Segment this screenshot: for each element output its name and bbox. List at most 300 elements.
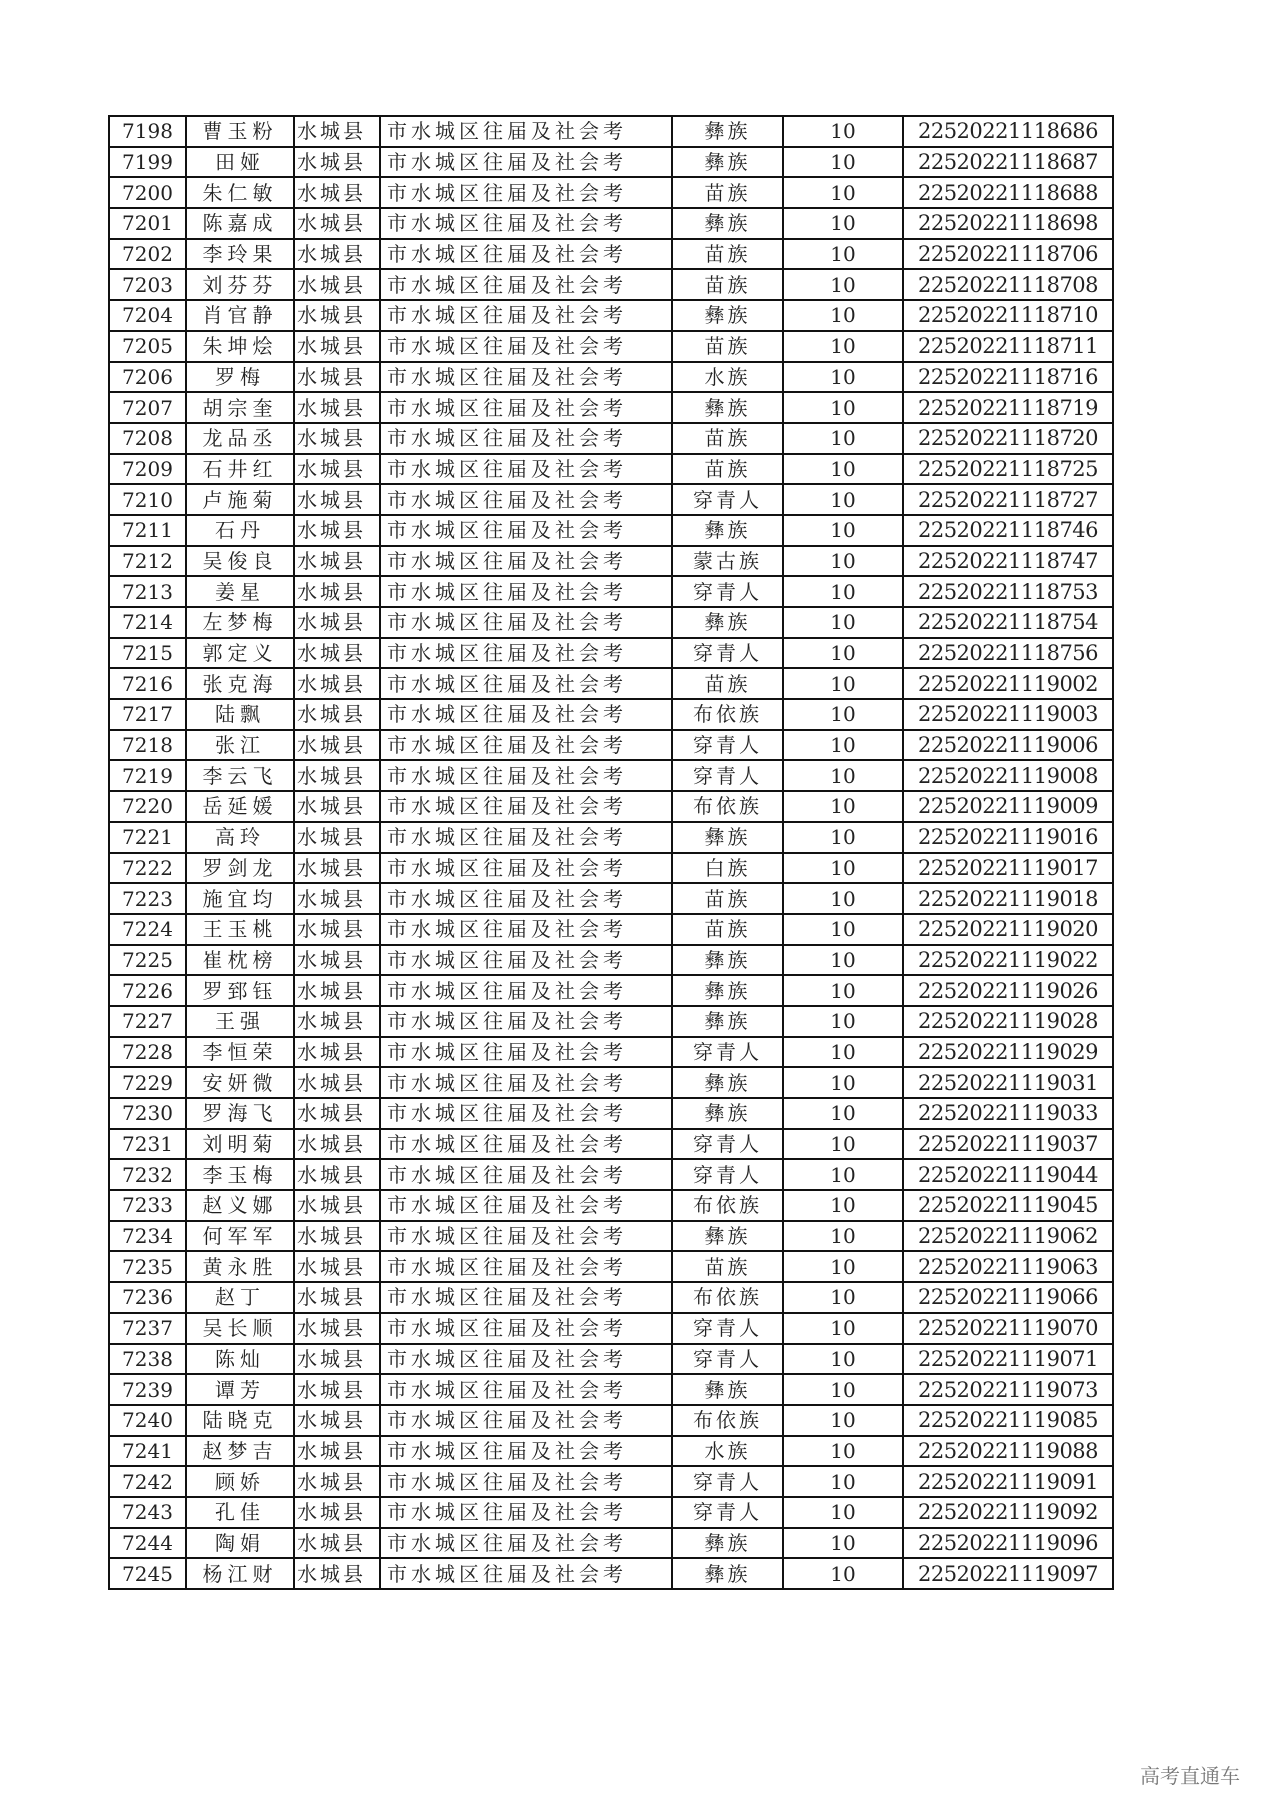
bonus-points-cell: 10 — [783, 1466, 903, 1497]
ethnicity-cell: 苗族 — [672, 883, 783, 914]
exam-id-cell: 22520221119044 — [903, 1159, 1113, 1190]
candidate-name-cell: 杨江财 — [186, 1558, 294, 1589]
exam-id-cell: 22520221118687 — [903, 147, 1113, 178]
exam-category-cell: 市水城区往届及社会考 — [380, 1497, 672, 1528]
ethnicity-cell: 彝族 — [672, 300, 783, 331]
bonus-points-cell: 10 — [783, 1067, 903, 1098]
county-cell: 水城县 — [294, 1528, 380, 1559]
bonus-points-cell: 10 — [783, 914, 903, 945]
ethnicity-cell: 穿青人 — [672, 1344, 783, 1375]
candidate-name-cell: 吴俊良 — [186, 546, 294, 577]
county-cell: 水城县 — [294, 454, 380, 485]
exam-category-cell: 市水城区往届及社会考 — [380, 177, 672, 208]
table-row — [109, 484, 1113, 515]
bonus-points-cell: 10 — [783, 1159, 903, 1190]
row-number-cell: 7230 — [109, 1098, 186, 1129]
bonus-points-cell: 10 — [783, 945, 903, 976]
table-row — [109, 853, 1113, 884]
row-number-cell: 7208 — [109, 423, 186, 454]
row-number-cell: 7215 — [109, 638, 186, 669]
row-number-cell: 7241 — [109, 1436, 186, 1467]
exam-category-cell: 市水城区往届及社会考 — [380, 1436, 672, 1467]
exam-id-cell: 22520221119003 — [903, 699, 1113, 730]
exam-id-cell: 22520221118727 — [903, 484, 1113, 515]
ethnicity-cell: 彝族 — [672, 208, 783, 239]
county-cell: 水城县 — [294, 1405, 380, 1436]
exam-category-cell: 市水城区往届及社会考 — [380, 116, 672, 147]
table-row — [109, 1313, 1113, 1344]
candidate-name-cell: 龙品丞 — [186, 423, 294, 454]
row-number-cell: 7243 — [109, 1497, 186, 1528]
exam-category-cell: 市水城区往届及社会考 — [380, 1067, 672, 1098]
bonus-points-cell: 10 — [783, 1497, 903, 1528]
county-cell: 水城县 — [294, 945, 380, 976]
exam-category-cell: 市水城区往届及社会考 — [380, 484, 672, 515]
candidate-name-cell: 赵梦吉 — [186, 1436, 294, 1467]
exam-category-cell: 市水城区往届及社会考 — [380, 208, 672, 239]
candidate-name-cell: 张克海 — [186, 668, 294, 699]
candidate-name-cell: 刘芬芬 — [186, 269, 294, 300]
candidate-name-cell: 顾娇 — [186, 1466, 294, 1497]
bonus-points-cell: 10 — [783, 300, 903, 331]
exam-id-cell: 22520221118747 — [903, 546, 1113, 577]
exam-id-cell: 22520221119002 — [903, 668, 1113, 699]
table-row — [109, 1528, 1113, 1559]
bonus-points-cell: 10 — [783, 1251, 903, 1282]
exam-id-cell: 22520221119031 — [903, 1067, 1113, 1098]
exam-id-cell: 22520221119096 — [903, 1528, 1113, 1559]
row-number-cell: 7227 — [109, 1006, 186, 1037]
bonus-points-cell: 10 — [783, 1221, 903, 1252]
candidate-name-cell: 朱坤烩 — [186, 331, 294, 362]
candidate-name-cell: 罗郅钰 — [186, 975, 294, 1006]
table-row — [109, 1251, 1113, 1282]
county-cell: 水城县 — [294, 1190, 380, 1221]
county-cell: 水城县 — [294, 638, 380, 669]
row-number-cell: 7221 — [109, 822, 186, 853]
row-number-cell: 7200 — [109, 177, 186, 208]
candidate-name-cell: 赵义娜 — [186, 1190, 294, 1221]
row-number-cell: 7220 — [109, 791, 186, 822]
table-row — [109, 607, 1113, 638]
bonus-points-cell: 10 — [783, 1528, 903, 1559]
exam-id-cell: 22520221118746 — [903, 515, 1113, 546]
exam-category-cell: 市水城区往届及社会考 — [380, 883, 672, 914]
exam-id-cell: 22520221119091 — [903, 1466, 1113, 1497]
ethnicity-cell: 彝族 — [672, 945, 783, 976]
exam-category-cell: 市水城区往届及社会考 — [380, 668, 672, 699]
exam-category-cell: 市水城区往届及社会考 — [380, 239, 672, 270]
row-number-cell: 7210 — [109, 484, 186, 515]
row-number-cell: 7235 — [109, 1251, 186, 1282]
candidate-name-cell: 张江 — [186, 730, 294, 761]
ethnicity-cell: 彝族 — [672, 515, 783, 546]
county-cell: 水城县 — [294, 177, 380, 208]
exam-category-cell: 市水城区往届及社会考 — [380, 576, 672, 607]
exam-category-cell: 市水城区往届及社会考 — [380, 423, 672, 454]
county-cell: 水城县 — [294, 546, 380, 577]
ethnicity-cell: 穿青人 — [672, 638, 783, 669]
row-number-cell: 7209 — [109, 454, 186, 485]
ethnicity-cell: 彝族 — [672, 1067, 783, 1098]
bonus-points-cell: 10 — [783, 730, 903, 761]
exam-id-cell: 22520221118719 — [903, 392, 1113, 423]
county-cell: 水城县 — [294, 1067, 380, 1098]
exam-category-cell: 市水城区往届及社会考 — [380, 914, 672, 945]
candidate-name-cell: 左梦梅 — [186, 607, 294, 638]
candidate-table — [108, 115, 1114, 1590]
candidate-name-cell: 高玲 — [186, 822, 294, 853]
exam-category-cell: 市水城区往届及社会考 — [380, 454, 672, 485]
exam-id-cell: 22520221119008 — [903, 760, 1113, 791]
county-cell: 水城县 — [294, 1098, 380, 1129]
table-row — [109, 638, 1113, 669]
candidate-name-cell: 郭定义 — [186, 638, 294, 669]
county-cell: 水城县 — [294, 1282, 380, 1313]
row-number-cell: 7234 — [109, 1221, 186, 1252]
table-row — [109, 822, 1113, 853]
row-number-cell: 7226 — [109, 975, 186, 1006]
bonus-points-cell: 10 — [783, 1098, 903, 1129]
row-number-cell: 7231 — [109, 1129, 186, 1160]
candidate-name-cell: 李玲果 — [186, 239, 294, 270]
exam-category-cell: 市水城区往届及社会考 — [380, 1558, 672, 1589]
exam-id-cell: 22520221119085 — [903, 1405, 1113, 1436]
row-number-cell: 7237 — [109, 1313, 186, 1344]
candidate-name-cell: 朱仁敏 — [186, 177, 294, 208]
table-row — [109, 1466, 1113, 1497]
exam-category-cell: 市水城区往届及社会考 — [380, 300, 672, 331]
county-cell: 水城县 — [294, 1251, 380, 1282]
county-cell: 水城县 — [294, 331, 380, 362]
table-row — [109, 116, 1113, 147]
county-cell: 水城县 — [294, 269, 380, 300]
bonus-points-cell: 10 — [783, 1558, 903, 1589]
row-number-cell: 7218 — [109, 730, 186, 761]
ethnicity-cell: 水族 — [672, 1436, 783, 1467]
bonus-points-cell: 10 — [783, 576, 903, 607]
county-cell: 水城县 — [294, 730, 380, 761]
bonus-points-cell: 10 — [783, 1037, 903, 1068]
exam-category-cell: 市水城区往届及社会考 — [380, 1037, 672, 1068]
table-row — [109, 1282, 1113, 1313]
bonus-points-cell: 10 — [783, 1006, 903, 1037]
row-number-cell: 7245 — [109, 1558, 186, 1589]
county-cell: 水城县 — [294, 822, 380, 853]
exam-category-cell: 市水城区往届及社会考 — [380, 1159, 672, 1190]
watermark-text: 高考直通车 — [1140, 1764, 1240, 1788]
exam-id-cell: 22520221118710 — [903, 300, 1113, 331]
exam-category-cell: 市水城区往届及社会考 — [380, 607, 672, 638]
exam-category-cell: 市水城区往届及社会考 — [380, 1251, 672, 1282]
candidate-name-cell: 赵丁 — [186, 1282, 294, 1313]
table-row — [109, 546, 1113, 577]
county-cell: 水城县 — [294, 239, 380, 270]
ethnicity-cell: 苗族 — [672, 668, 783, 699]
bonus-points-cell: 10 — [783, 1190, 903, 1221]
table-row — [109, 1190, 1113, 1221]
table-row — [109, 945, 1113, 976]
row-number-cell: 7199 — [109, 147, 186, 178]
bonus-points-cell: 10 — [783, 1436, 903, 1467]
exam-id-cell: 22520221119097 — [903, 1558, 1113, 1589]
ethnicity-cell: 穿青人 — [672, 1129, 783, 1160]
exam-category-cell: 市水城区往届及社会考 — [380, 269, 672, 300]
row-number-cell: 7219 — [109, 760, 186, 791]
county-cell: 水城县 — [294, 515, 380, 546]
county-cell: 水城县 — [294, 760, 380, 791]
table-row — [109, 423, 1113, 454]
row-number-cell: 7203 — [109, 269, 186, 300]
exam-id-cell: 22520221119062 — [903, 1221, 1113, 1252]
ethnicity-cell: 苗族 — [672, 454, 783, 485]
ethnicity-cell: 苗族 — [672, 914, 783, 945]
exam-id-cell: 22520221118688 — [903, 177, 1113, 208]
ethnicity-cell: 彝族 — [672, 147, 783, 178]
bonus-points-cell: 10 — [783, 1129, 903, 1160]
exam-id-cell: 22520221118686 — [903, 116, 1113, 147]
exam-id-cell: 22520221119006 — [903, 730, 1113, 761]
bonus-points-cell: 10 — [783, 331, 903, 362]
row-number-cell: 7201 — [109, 208, 186, 239]
ethnicity-cell: 布依族 — [672, 1190, 783, 1221]
exam-id-cell: 22520221118756 — [903, 638, 1113, 669]
bonus-points-cell: 10 — [783, 515, 903, 546]
ethnicity-cell: 穿青人 — [672, 760, 783, 791]
table-row — [109, 208, 1113, 239]
ethnicity-cell: 布依族 — [672, 791, 783, 822]
candidate-name-cell: 王强 — [186, 1006, 294, 1037]
ethnicity-cell: 彝族 — [672, 1006, 783, 1037]
county-cell: 水城县 — [294, 1497, 380, 1528]
ethnicity-cell: 穿青人 — [672, 576, 783, 607]
bonus-points-cell: 10 — [783, 853, 903, 884]
candidate-name-cell: 陈嘉成 — [186, 208, 294, 239]
row-number-cell: 7242 — [109, 1466, 186, 1497]
ethnicity-cell: 彝族 — [672, 822, 783, 853]
ethnicity-cell: 苗族 — [672, 331, 783, 362]
table-row — [109, 576, 1113, 607]
bonus-points-cell: 10 — [783, 607, 903, 638]
table-row — [109, 1006, 1113, 1037]
ethnicity-cell: 布依族 — [672, 699, 783, 730]
exam-category-cell: 市水城区往届及社会考 — [380, 1098, 672, 1129]
county-cell: 水城县 — [294, 1344, 380, 1375]
ethnicity-cell: 彝族 — [672, 975, 783, 1006]
exam-id-cell: 22520221119022 — [903, 945, 1113, 976]
table-row — [109, 331, 1113, 362]
table-row — [109, 668, 1113, 699]
table-row — [109, 1129, 1113, 1160]
row-number-cell: 7212 — [109, 546, 186, 577]
row-number-cell: 7206 — [109, 362, 186, 393]
row-number-cell: 7214 — [109, 607, 186, 638]
row-number-cell: 7240 — [109, 1405, 186, 1436]
ethnicity-cell: 彝族 — [672, 1221, 783, 1252]
exam-id-cell: 22520221119037 — [903, 1129, 1113, 1160]
exam-category-cell: 市水城区往届及社会考 — [380, 791, 672, 822]
exam-id-cell: 22520221119063 — [903, 1251, 1113, 1282]
table-row — [109, 1405, 1113, 1436]
table-row — [109, 1497, 1113, 1528]
county-cell: 水城县 — [294, 208, 380, 239]
exam-category-cell: 市水城区往届及社会考 — [380, 1221, 672, 1252]
candidate-name-cell: 黄永胜 — [186, 1251, 294, 1282]
exam-category-cell: 市水城区往届及社会考 — [380, 362, 672, 393]
ethnicity-cell: 彝族 — [672, 1098, 783, 1129]
exam-category-cell: 市水城区往届及社会考 — [380, 546, 672, 577]
exam-id-cell: 22520221118725 — [903, 454, 1113, 485]
bonus-points-cell: 10 — [783, 883, 903, 914]
ethnicity-cell: 彝族 — [672, 1528, 783, 1559]
table-row — [109, 1067, 1113, 1098]
ethnicity-cell: 穿青人 — [672, 484, 783, 515]
exam-category-cell: 市水城区往届及社会考 — [380, 760, 672, 791]
row-number-cell: 7239 — [109, 1374, 186, 1405]
row-number-cell: 7228 — [109, 1037, 186, 1068]
row-number-cell: 7236 — [109, 1282, 186, 1313]
row-number-cell: 7211 — [109, 515, 186, 546]
bonus-points-cell: 10 — [783, 239, 903, 270]
bonus-points-cell: 10 — [783, 269, 903, 300]
county-cell: 水城县 — [294, 1221, 380, 1252]
candidate-name-cell: 施宜均 — [186, 883, 294, 914]
exam-id-cell: 22520221119045 — [903, 1190, 1113, 1221]
exam-id-cell: 22520221119009 — [903, 791, 1113, 822]
table-row — [109, 1037, 1113, 1068]
county-cell: 水城县 — [294, 116, 380, 147]
exam-category-cell: 市水城区往届及社会考 — [380, 1190, 672, 1221]
exam-category-cell: 市水城区往届及社会考 — [380, 1405, 672, 1436]
exam-category-cell: 市水城区往届及社会考 — [380, 331, 672, 362]
exam-category-cell: 市水城区往届及社会考 — [380, 1129, 672, 1160]
table-row — [109, 883, 1113, 914]
table-row — [109, 1221, 1113, 1252]
exam-id-cell: 22520221119017 — [903, 853, 1113, 884]
county-cell: 水城县 — [294, 423, 380, 454]
table-row — [109, 239, 1113, 270]
table-row — [109, 699, 1113, 730]
candidate-name-cell: 何军军 — [186, 1221, 294, 1252]
candidate-name-cell: 胡宗奎 — [186, 392, 294, 423]
bonus-points-cell: 10 — [783, 791, 903, 822]
county-cell: 水城县 — [294, 1466, 380, 1497]
ethnicity-cell: 苗族 — [672, 1251, 783, 1282]
county-cell: 水城县 — [294, 362, 380, 393]
table-row — [109, 300, 1113, 331]
bonus-points-cell: 10 — [783, 822, 903, 853]
candidate-name-cell: 李云飞 — [186, 760, 294, 791]
bonus-points-cell: 10 — [783, 668, 903, 699]
bonus-points-cell: 10 — [783, 392, 903, 423]
county-cell: 水城县 — [294, 883, 380, 914]
county-cell: 水城县 — [294, 300, 380, 331]
table-row — [109, 1344, 1113, 1375]
row-number-cell: 7217 — [109, 699, 186, 730]
exam-id-cell: 22520221119028 — [903, 1006, 1113, 1037]
exam-category-cell: 市水城区往届及社会考 — [380, 1528, 672, 1559]
exam-id-cell: 22520221118716 — [903, 362, 1113, 393]
county-cell: 水城县 — [294, 392, 380, 423]
ethnicity-cell: 蒙古族 — [672, 546, 783, 577]
county-cell: 水城县 — [294, 1006, 380, 1037]
exam-category-cell: 市水城区往届及社会考 — [380, 730, 672, 761]
exam-category-cell: 市水城区往届及社会考 — [380, 1344, 672, 1375]
table-row — [109, 730, 1113, 761]
table-row — [109, 1436, 1113, 1467]
bonus-points-cell: 10 — [783, 147, 903, 178]
candidate-name-cell: 王玉桃 — [186, 914, 294, 945]
row-number-cell: 7223 — [109, 883, 186, 914]
bonus-points-cell: 10 — [783, 1282, 903, 1313]
table-row — [109, 914, 1113, 945]
candidate-name-cell: 吴长顺 — [186, 1313, 294, 1344]
county-cell: 水城县 — [294, 914, 380, 945]
exam-id-cell: 22520221118753 — [903, 576, 1113, 607]
exam-category-cell: 市水城区往届及社会考 — [380, 1313, 672, 1344]
candidate-name-cell: 李玉梅 — [186, 1159, 294, 1190]
bonus-points-cell: 10 — [783, 699, 903, 730]
ethnicity-cell: 苗族 — [672, 423, 783, 454]
ethnicity-cell: 白族 — [672, 853, 783, 884]
ethnicity-cell: 彝族 — [672, 392, 783, 423]
exam-id-cell: 22520221119026 — [903, 975, 1113, 1006]
exam-category-cell: 市水城区往届及社会考 — [380, 822, 672, 853]
county-cell: 水城县 — [294, 1436, 380, 1467]
candidate-name-cell: 岳延媛 — [186, 791, 294, 822]
exam-category-cell: 市水城区往届及社会考 — [380, 392, 672, 423]
county-cell: 水城县 — [294, 1313, 380, 1344]
row-number-cell: 7238 — [109, 1344, 186, 1375]
exam-category-cell: 市水城区往届及社会考 — [380, 1466, 672, 1497]
candidate-name-cell: 罗梅 — [186, 362, 294, 393]
ethnicity-cell: 穿青人 — [672, 1466, 783, 1497]
exam-id-cell: 22520221118720 — [903, 423, 1113, 454]
candidate-name-cell: 卢施菊 — [186, 484, 294, 515]
table-row — [109, 1098, 1113, 1129]
table-row — [109, 269, 1113, 300]
candidate-name-cell: 崔枕榜 — [186, 945, 294, 976]
county-cell: 水城县 — [294, 607, 380, 638]
exam-category-cell: 市水城区往届及社会考 — [380, 147, 672, 178]
candidate-name-cell: 陆飘 — [186, 699, 294, 730]
row-number-cell: 7207 — [109, 392, 186, 423]
exam-id-cell: 22520221118706 — [903, 239, 1113, 270]
candidate-name-cell: 谭芳 — [186, 1374, 294, 1405]
bonus-points-cell: 10 — [783, 1374, 903, 1405]
bonus-points-cell: 10 — [783, 423, 903, 454]
ethnicity-cell: 穿青人 — [672, 730, 783, 761]
row-number-cell: 7216 — [109, 668, 186, 699]
table-row — [109, 1374, 1113, 1405]
candidate-name-cell: 石井红 — [186, 454, 294, 485]
exam-id-cell: 22520221119020 — [903, 914, 1113, 945]
exam-id-cell: 22520221119070 — [903, 1313, 1113, 1344]
bonus-points-cell: 10 — [783, 760, 903, 791]
exam-category-cell: 市水城区往届及社会考 — [380, 699, 672, 730]
table-row — [109, 760, 1113, 791]
table-row — [109, 147, 1113, 178]
row-number-cell: 7213 — [109, 576, 186, 607]
bonus-points-cell: 10 — [783, 975, 903, 1006]
county-cell: 水城县 — [294, 791, 380, 822]
candidate-name-cell: 陈灿 — [186, 1344, 294, 1375]
row-number-cell: 7202 — [109, 239, 186, 270]
ethnicity-cell: 彝族 — [672, 116, 783, 147]
candidate-name-cell: 李恒荣 — [186, 1037, 294, 1068]
county-cell: 水城县 — [294, 147, 380, 178]
exam-id-cell: 22520221119066 — [903, 1282, 1113, 1313]
